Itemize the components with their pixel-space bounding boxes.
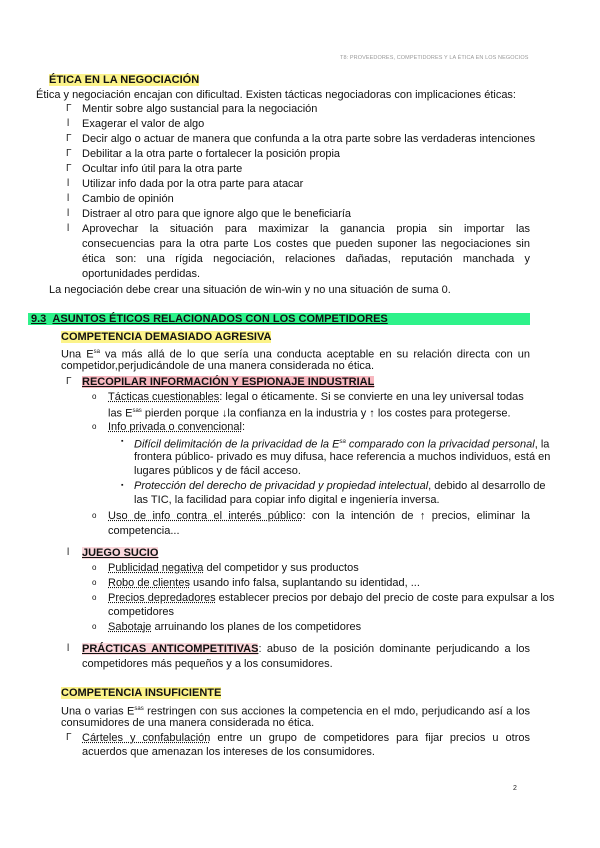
bullet-marker: l <box>67 193 70 204</box>
uso-text: : con la intención de ↑ precios, eliminar la <box>302 510 530 522</box>
bullet-marker: l <box>67 223 70 234</box>
bullet-marker: l <box>67 208 70 219</box>
privada-sub2-line-2: las TIC, la facilidad para copiar info digital e ingeniería inversa. <box>134 494 440 506</box>
sucio-item-3 <box>108 591 554 605</box>
circle-marker: o <box>92 563 97 572</box>
sucio-heading <box>82 546 158 560</box>
privada-sub2-line-1 <box>134 479 546 493</box>
circle-marker: o <box>92 422 97 431</box>
agresiva-intro-a: Una E <box>61 348 94 361</box>
sucio-item-3-term: Precios depredadores <box>108 592 216 604</box>
etica-item-9-line-3: ética son: una rígida negociación, relaciones dañadas, reputación manchada y <box>82 253 530 265</box>
carteles-text: entre un grupo de competidores para fijar precios u otros <box>210 732 530 744</box>
practicas-text: : abuso de la posición dominante perjudicando a los <box>258 643 531 655</box>
sucio-title: JUEGO SUCIO <box>82 547 159 559</box>
agresiva-heading <box>61 330 271 344</box>
tacticas-line-2 <box>108 404 511 421</box>
bullet-marker: l <box>67 547 70 558</box>
etica-heading-text: ÉTICA EN LA NEGOCIACIÓN <box>49 74 200 86</box>
circle-marker: o <box>92 578 97 587</box>
running-head: T8: PROVEEDORES, COMPETIDORES Y LA ÉTICA EN LOS NEGOCIOS <box>340 55 529 61</box>
agresiva-heading-text: COMPETENCIA DEMASIADO AGRESIVA <box>61 331 272 343</box>
sub2-a: Protección del derecho de privacidad y propiedad intelectual <box>134 480 429 492</box>
etica-item-3: Decir algo o actuar de manera que confunda a la otra parte sobre las verdaderas intenciones <box>82 133 536 145</box>
etica-heading <box>49 73 199 87</box>
uso-line-2: competencia... <box>108 525 180 537</box>
bullet-marker: l <box>67 118 70 129</box>
bullet-marker: Γ <box>66 148 72 159</box>
tacticas-line-1 <box>108 390 524 404</box>
agresiva-intro-line-2: competidor,perjudicándole de una manera considerada no ética. <box>61 360 375 372</box>
square-marker: ▪ <box>121 482 124 489</box>
sucio-item-3-line-2: competidores <box>108 606 175 618</box>
uso-line-1 <box>108 509 530 523</box>
insuficiente-l1-sup: sas <box>134 706 144 712</box>
practicas-title: PRÁCTICAS ANTICOMPETITIVAS <box>82 643 259 655</box>
sucio-item-4 <box>108 620 361 634</box>
sucio-item-1-term: Publicidad negativa <box>108 562 204 574</box>
tacticas-l2-b: pierden porque ↓la confianza en la industria y ↑ los costes para protegerse. <box>141 407 511 420</box>
tacticas-l2-a: las E <box>108 407 133 420</box>
tacticas-l2-sup: sas <box>132 408 142 414</box>
etica-item-8: Distraer al otro para que ignore algo que le beneficiaría <box>82 208 352 220</box>
practicas-line-1 <box>82 642 530 656</box>
section-heading <box>31 312 388 326</box>
etica-item-2: Exagerar el valor de algo <box>82 118 205 130</box>
etica-conclusion: La negociación debe crear una situación de win-win y no una situación de suma 0. <box>49 284 451 296</box>
section-title: ASUNTOS ÉTICOS RELACIONADOS CON LOS COMPETIDORES <box>52 313 388 325</box>
bullet-marker: Γ <box>66 732 72 743</box>
recopilar-title: RECOPILAR INFORMACIÓN Y ESPIONAJE INDUSTRIAL <box>82 376 375 388</box>
sucio-item-2 <box>108 576 420 590</box>
etica-item-4: Debilitar a la otra parte o fortalecer la posición propia <box>82 148 341 160</box>
etica-item-9-line-1: Aprovechar la situación para maximizar la ganancia propia sin importar las <box>82 223 530 235</box>
sub2-b: , debido al desarrollo de <box>428 480 546 492</box>
privada-line <box>108 420 245 434</box>
insuficiente-line-2: consumidores de una manera considerada no ética. <box>61 717 315 729</box>
insuficiente-heading <box>61 686 221 700</box>
circle-marker: o <box>92 511 97 520</box>
practicas-line-2: competidores más pequeños y a los consumidores. <box>82 658 333 670</box>
bullet-marker: Γ <box>66 163 72 174</box>
privada-term: Info privada o convencional <box>108 421 242 433</box>
sucio-item-1-text: del competidor y sus productos <box>203 562 359 574</box>
privada-sub1-line-2: frontera público- privado es muy difusa, hace referencia a muchos individuos, está en <box>134 451 551 463</box>
privada-colon: : <box>241 421 245 433</box>
sub1-sup: sa <box>339 439 346 445</box>
insuficiente-l1-b: restringen con sus acciones la competencia en el mdo, perjudicando así a los <box>143 705 530 718</box>
page-number: 2 <box>513 785 517 792</box>
etica-item-5: Ocultar info útil para la otra parte <box>82 163 243 175</box>
section-number: 9.3 <box>31 313 47 325</box>
bullet-marker: l <box>67 178 70 189</box>
recopilar-heading <box>82 375 374 389</box>
insuficiente-heading-text: COMPETENCIA INSUFICIENTE <box>61 687 222 699</box>
bullet-marker: l <box>67 643 70 654</box>
circle-marker: o <box>92 593 97 602</box>
circle-marker: o <box>92 392 97 401</box>
sub1-b: comparado con la privacidad personal <box>345 438 535 451</box>
insuficiente-l1-a: Una o varias E <box>61 705 135 718</box>
sucio-item-1 <box>108 561 359 575</box>
tacticas-term: Tácticas cuestionables <box>108 391 220 403</box>
etica-item-9-line-4: oportunidades perdidas. <box>82 268 201 280</box>
carteles-term: Cárteles y confabulación <box>82 732 211 744</box>
privada-sub1-line-3: lugares públicos y de fácil acceso. <box>134 465 301 477</box>
square-marker: ▪ <box>121 438 124 445</box>
uso-term: Uso de info contra el interés público <box>108 510 303 522</box>
etica-intro: Ética y negociación encajan con dificultad. Existen tácticas negociadoras con implicaciones éticas: <box>36 89 516 101</box>
etica-item-9-line-2: consecuencias para la otra parte Los costes que pueden suponer las negociaciones sin <box>82 238 530 250</box>
circle-marker: o <box>92 622 97 631</box>
sucio-item-2-text: usando info falsa, suplantando su identidad, ... <box>189 577 420 589</box>
etica-item-7: Cambio de opinión <box>82 193 174 205</box>
bullet-marker: Γ <box>66 376 72 387</box>
carteles-line-2: acuerdos que amenazan los intereses de los consumidores. <box>82 746 375 758</box>
agresiva-intro-sup: sa <box>93 349 100 355</box>
sub1-c: , la <box>534 438 550 451</box>
sucio-item-4-text: arruinando los planes de los competidores <box>151 621 362 633</box>
etica-item-6: Utilizar info dada por la otra parte para atacar <box>82 178 304 190</box>
sub1-a: Difícil delimitación de la privacidad de la E <box>134 438 340 451</box>
etica-item-1: Mentir sobre algo sustancial para la negociación <box>82 103 318 115</box>
sucio-item-2-term: Robo de clientes <box>108 577 190 589</box>
agresiva-intro-b: va más allá de lo que sería una conducta aceptable en su relación directa con un <box>99 348 530 361</box>
tacticas-text: : legal o éticamente. Si se convierte en una ley universal todas <box>219 391 524 403</box>
sucio-item-4-term: Sabotaje <box>108 621 152 633</box>
bullet-marker: Γ <box>66 133 72 144</box>
bullet-marker: Γ <box>66 103 72 114</box>
carteles-line-1 <box>82 731 530 745</box>
sucio-item-3-text: establecer precios por debajo del precio de coste para expulsar a los <box>215 592 555 604</box>
